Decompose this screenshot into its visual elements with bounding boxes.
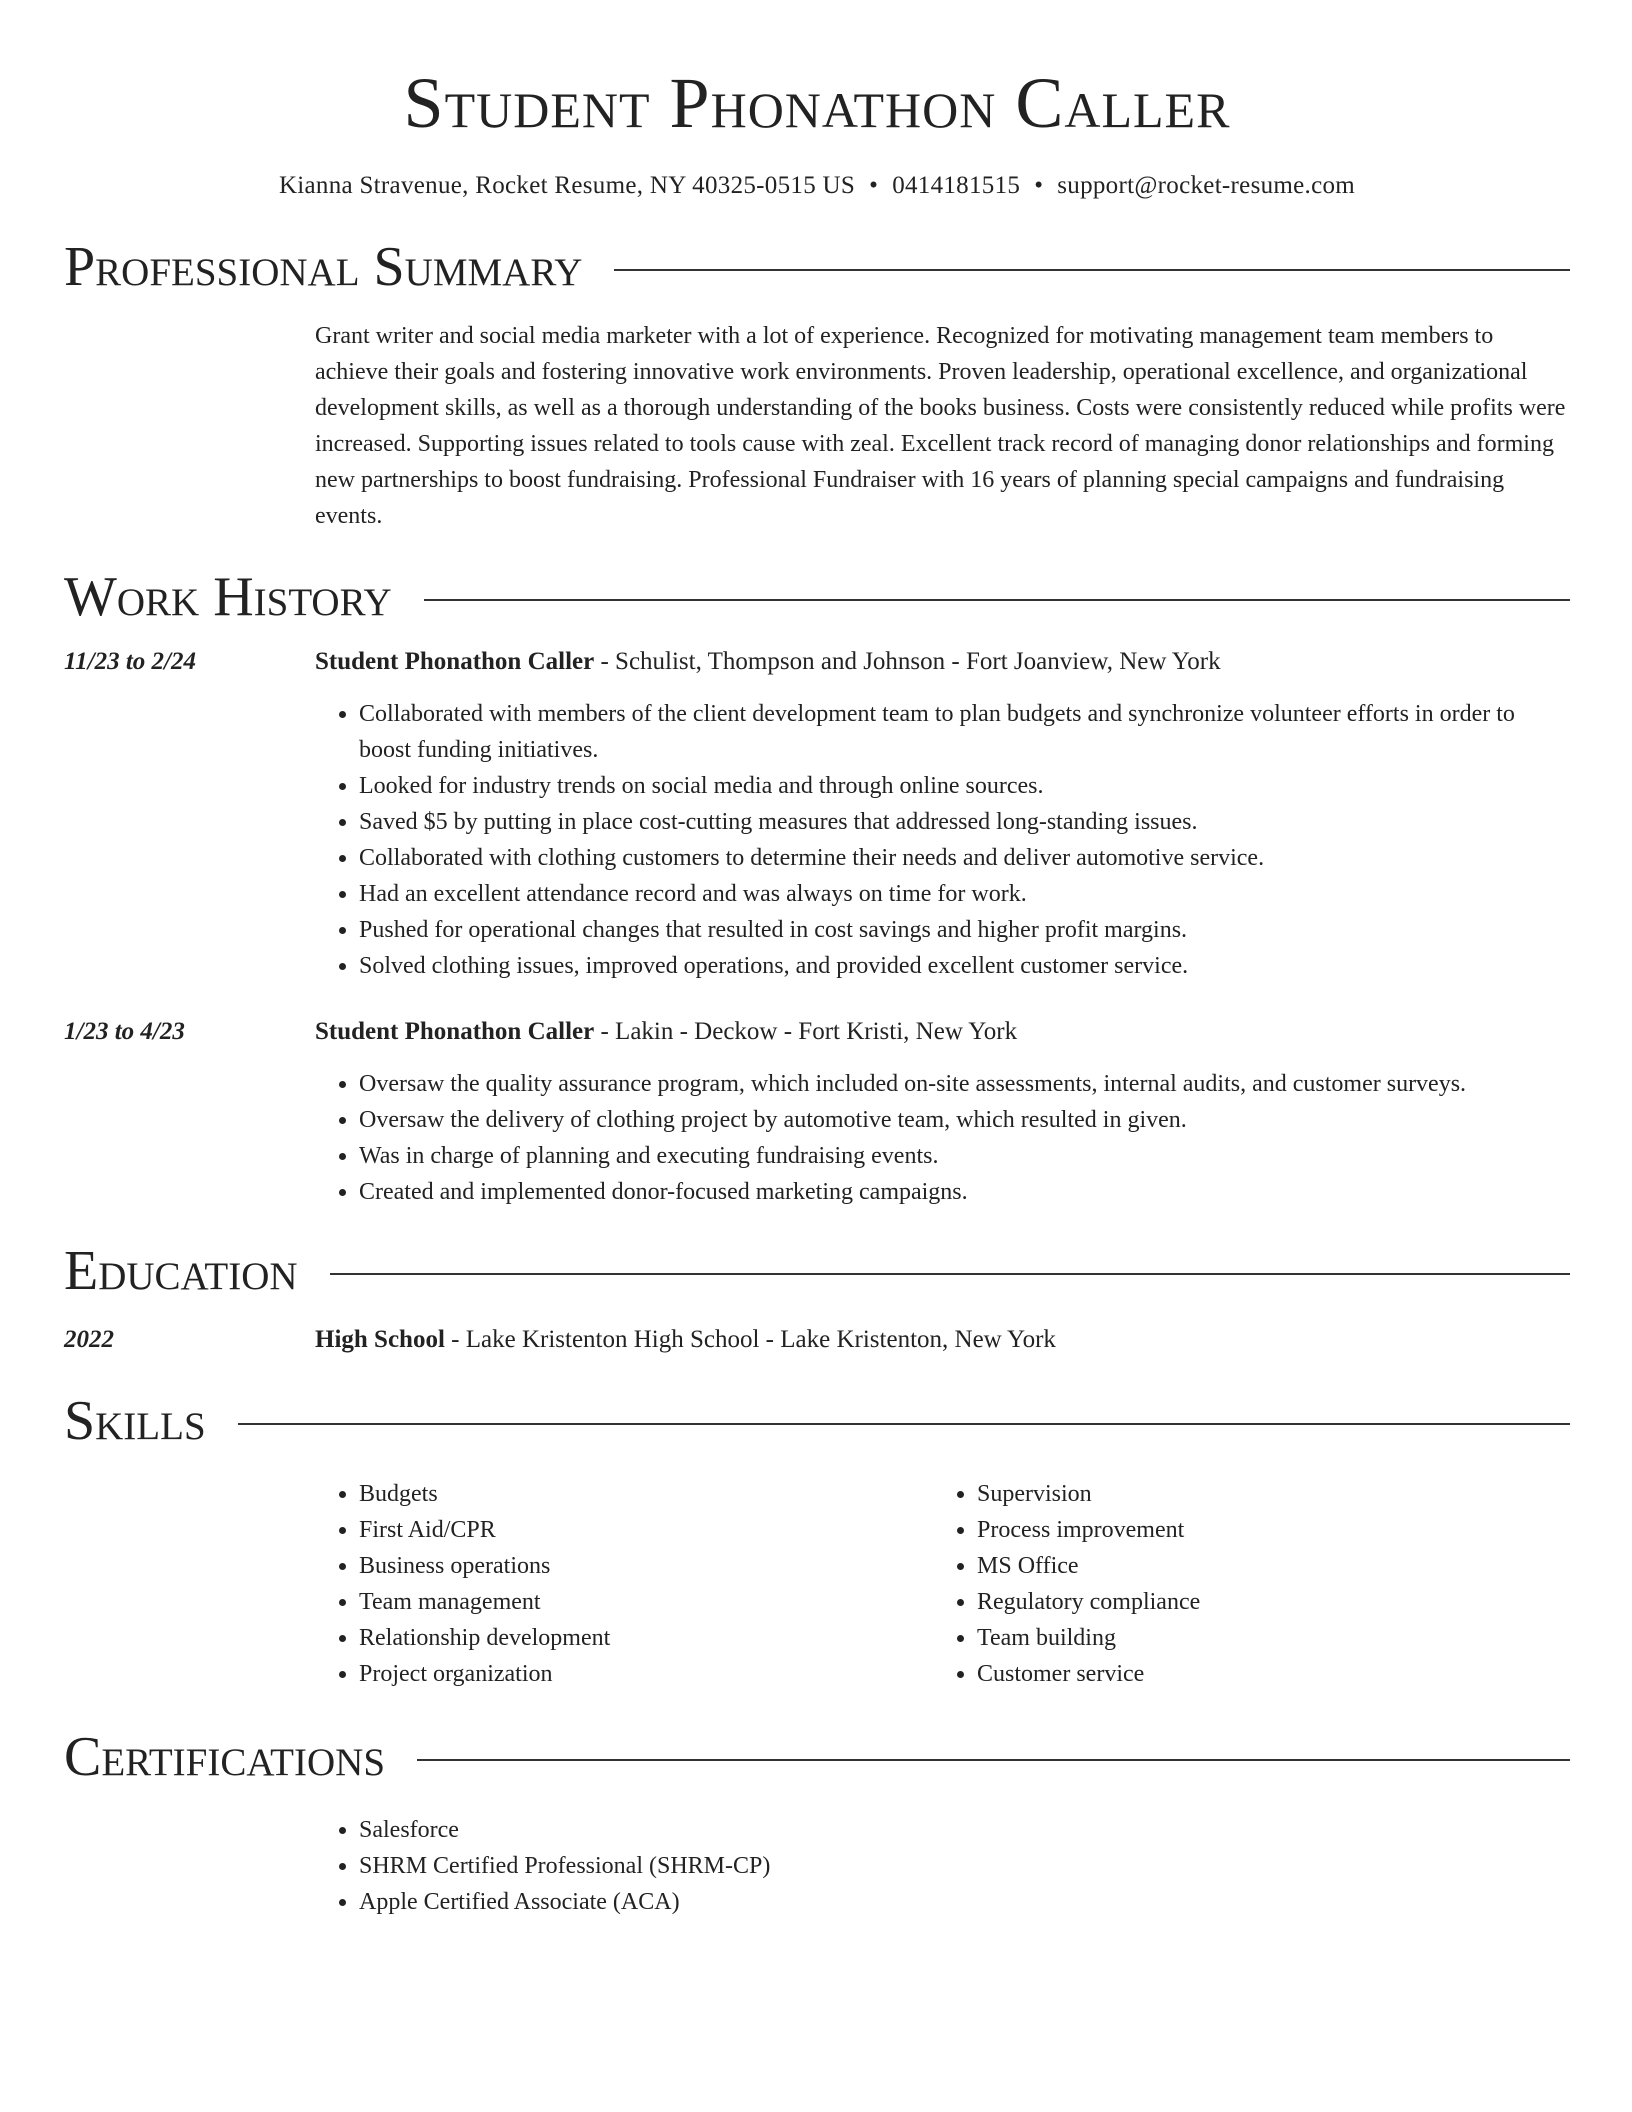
skill-item: • Customer service <box>977 1656 1551 1692</box>
job-title-line <box>315 644 1570 680</box>
certification-item: • Apple Certified Associate (ACA) <box>359 1884 1570 1920</box>
summary-section <box>64 318 1570 534</box>
section-divider <box>330 1273 1570 1275</box>
skill-item: • Budgets <box>359 1476 933 1512</box>
left-gutter <box>64 1812 315 1920</box>
skill-item: • Team building <box>977 1620 1551 1656</box>
job-details: - Schulist, Thompson and Johnson - Fort Joanview, New York <box>594 648 1221 675</box>
summary-text: Grant writer and social media marketer with a lot of experience. Recognized for motivating management team members to achieve their goals and fostering innovative work environments. Proven leadership, operational excellence, and organizational development skills, as well as a thorough understanding of the books business. Costs were consistently reduced while profits were increased. Supporting issues related to tools cause with zeal. Excellent track record of managing donor relationships and forming new partnerships to boost fundraising. Professional Fundraiser with 16 years of planning special campaigns and fundraising events. <box>315 323 1566 529</box>
section-heading-summary <box>64 232 1570 302</box>
section-heading-certifications <box>64 1722 1570 1792</box>
candidate-name: Student Phonathon Caller <box>403 63 1231 143</box>
skill-item: • Process improvement <box>977 1512 1551 1548</box>
education-heading: Education <box>64 1240 298 1302</box>
job-bullet: • Saved $5 by putting in place cost-cutting measures that addressed long-standing issues. <box>359 804 1570 840</box>
skill-item: • Regulatory compliance <box>977 1584 1551 1620</box>
section-divider <box>424 599 1570 601</box>
skill-item: • Relationship development <box>359 1620 933 1656</box>
education-year: 2022 <box>64 1326 114 1353</box>
section-divider <box>238 1423 1570 1425</box>
work-heading: Work History <box>64 566 392 628</box>
job-entry <box>64 644 1570 984</box>
job-title-line <box>315 1014 1570 1050</box>
job-entry <box>64 1014 1570 1210</box>
job-bullet: • Looked for industry trends on social media and through online sources. <box>359 768 1570 804</box>
skill-item: • Project organization <box>359 1656 933 1692</box>
section-heading-education <box>64 1236 1570 1306</box>
job-bullet: • Solved clothing issues, improved operations, and provided excellent customer service. <box>359 948 1570 984</box>
contact-email: support@rocket-resume.com <box>1057 172 1356 199</box>
job-title: Student Phonathon Caller <box>315 648 595 675</box>
education-line <box>315 1322 1570 1358</box>
job-dates: 1/23 to 4/23 <box>64 1018 185 1045</box>
job-bullet: • Created and implemented donor-focused marketing campaigns. <box>359 1174 1570 1210</box>
skill-item: • MS Office <box>977 1548 1551 1584</box>
job-bullet: • Collaborated with clothing customers to determine their needs and deliver automotive service. <box>359 840 1570 876</box>
education-entry <box>64 1322 1570 1358</box>
certifications-list <box>315 1812 1570 1920</box>
skills-list-right <box>933 1476 1551 1692</box>
section-heading-work <box>64 562 1570 632</box>
certification-item: • Salesforce <box>359 1812 1570 1848</box>
skill-item: • Team management <box>359 1584 933 1620</box>
section-heading-skills <box>64 1386 1570 1456</box>
left-gutter <box>64 318 315 534</box>
skills-list-left <box>315 1476 933 1692</box>
job-dates: 11/23 to 2/24 <box>64 648 196 675</box>
section-divider <box>614 269 1570 271</box>
contact-line <box>64 170 1570 202</box>
skills-section <box>64 1476 1570 1692</box>
skill-item: • First Aid/CPR <box>359 1512 933 1548</box>
certification-item: • SHRM Certified Professional (SHRM-CP) <box>359 1848 1570 1884</box>
job-bullet: • Oversaw the delivery of clothing project by automotive team, which resulted in given. <box>359 1102 1570 1138</box>
job-bullet: • Pushed for operational changes that resulted in cost savings and higher profit margins. <box>359 912 1570 948</box>
contact-address: Kianna Stravenue, Rocket Resume, NY 40325-0515 US <box>278 172 856 199</box>
job-bullet: • Had an excellent attendance record and was always on time for work. <box>359 876 1570 912</box>
contact-phone: 0414181515 <box>892 172 1021 199</box>
job-bullets <box>315 696 1570 984</box>
left-gutter <box>64 1476 315 1692</box>
education-details: - Lake Kristenton High School - Lake Kristenton, New York <box>444 1326 1056 1353</box>
resume-page <box>64 0 1570 1920</box>
contact-separator: • <box>869 172 879 199</box>
summary-heading: Professional Summary <box>64 236 583 298</box>
education-degree: High School <box>315 1326 445 1353</box>
skill-item: • Business operations <box>359 1548 933 1584</box>
job-title: Student Phonathon Caller <box>315 1018 595 1045</box>
skills-heading: Skills <box>64 1390 206 1452</box>
job-bullet: • Collaborated with members of the client development team to plan budgets and synchronize volunteer efforts in order to boost funding initiatives. <box>359 696 1570 768</box>
skill-item: • Supervision <box>977 1476 1551 1512</box>
section-divider <box>417 1759 1570 1761</box>
contact-separator: • <box>1034 172 1044 199</box>
job-details: - Lakin - Deckow - Fort Kristi, New York <box>594 1018 1018 1045</box>
job-bullets <box>315 1066 1570 1210</box>
job-bullet: • Oversaw the quality assurance program, which included on-site assessments, internal audits, and customer surveys. <box>359 1066 1570 1102</box>
job-bullet: • Was in charge of planning and executing fundraising events. <box>359 1138 1570 1174</box>
certifications-heading: Certifications <box>64 1726 386 1788</box>
certifications-section <box>64 1812 1570 1920</box>
